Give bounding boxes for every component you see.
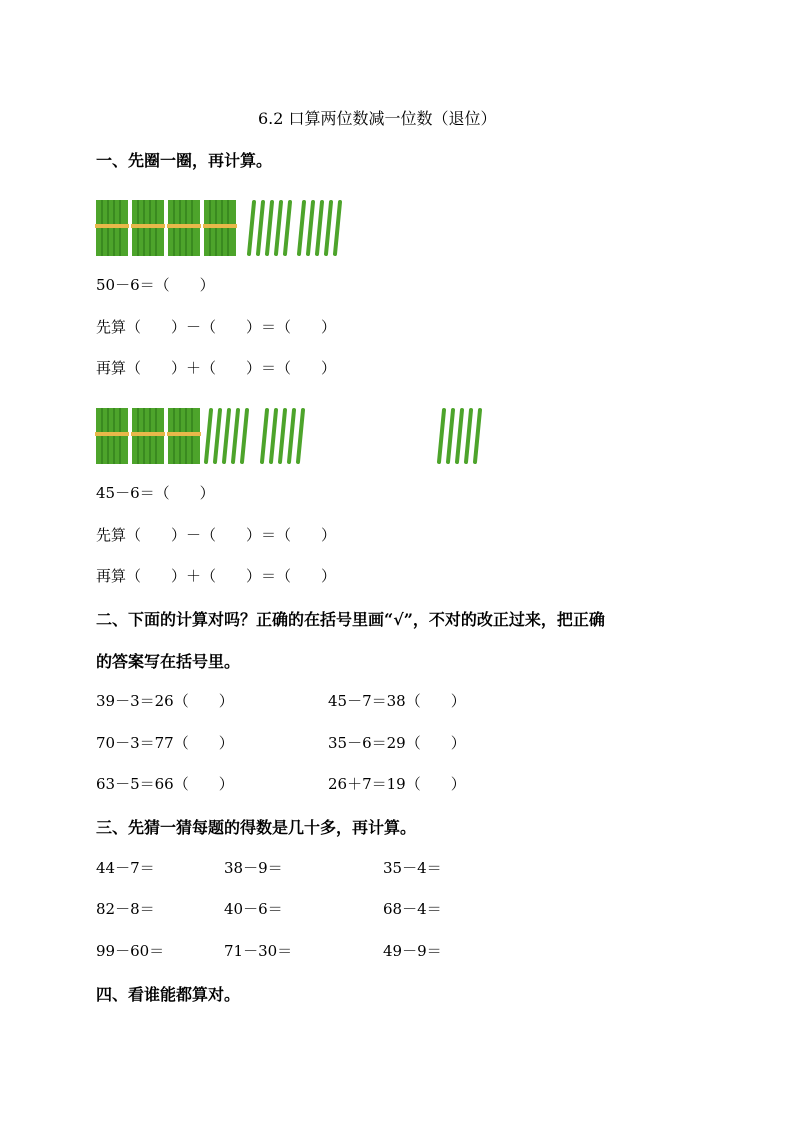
problem-1-second-step: 再算（ ）＋（ ）＝（ ）	[96, 359, 337, 377]
problem-2-first-step: 先算（ ）－（ ）＝（ ）	[96, 526, 337, 544]
calc-item: 44－7＝	[96, 859, 155, 877]
problem-1-first-step: 先算（ ）－（ ）＝（ ）	[96, 318, 337, 336]
check-item: 39－3＝26（ ）	[96, 692, 234, 710]
stick-bundles-picture-2	[94, 404, 504, 466]
stick-bundle-icon	[131, 408, 165, 464]
stick-bundle-icon	[167, 200, 201, 256]
stick-bundle-icon	[203, 200, 237, 256]
calc-item: 68－4＝	[383, 900, 442, 918]
page-title: 6.2 口算两位数减一位数（退位）	[258, 109, 497, 128]
calc-item: 82－8＝	[96, 900, 155, 918]
calc-item: 35－4＝	[383, 859, 442, 877]
section-2-heading-cont: 的答案写在括号里。	[96, 652, 241, 671]
stick-bundles-picture-1	[94, 196, 364, 258]
section-3-heading: 三、先猜一猜每题的得数是几十多，再计算。	[96, 818, 417, 837]
section-4-heading: 四、看谁能都算对。	[96, 985, 241, 1004]
loose-sticks-icon	[206, 410, 303, 462]
problem-2-second-step: 再算（ ）＋（ ）＝（ ）	[96, 567, 337, 585]
calc-item: 40－6＝	[224, 900, 283, 918]
stick-bundle-icon	[95, 200, 129, 256]
section-2-heading: 二、下面的计算对吗？正确的在括号里画“√”，不对的改正过来，把正确	[96, 610, 605, 629]
check-item: 35－6＝29（ ）	[328, 734, 466, 752]
stick-bundle-icon	[95, 408, 129, 464]
loose-sticks-icon	[249, 202, 340, 254]
stick-bundle-icon	[131, 200, 165, 256]
calc-item: 99－60＝	[96, 942, 165, 960]
calc-item: 49－9＝	[383, 942, 442, 960]
check-item: 45－7＝38（ ）	[328, 692, 466, 710]
check-item: 63－5＝66（ ）	[96, 775, 234, 793]
problem-1-equation: 50－6＝（ ）	[96, 276, 215, 294]
calc-item: 38－9＝	[224, 859, 283, 877]
stick-bundle-icon	[167, 408, 201, 464]
problem-2-equation: 45－6＝（ ）	[96, 484, 215, 502]
calc-item: 71－30＝	[224, 942, 293, 960]
check-item: 26＋7＝19（ ）	[328, 775, 466, 793]
loose-sticks-icon	[439, 410, 480, 462]
check-item: 70－3＝77（ ）	[96, 734, 234, 752]
section-1-heading: 一、先圈一圈，再计算。	[96, 151, 273, 170]
